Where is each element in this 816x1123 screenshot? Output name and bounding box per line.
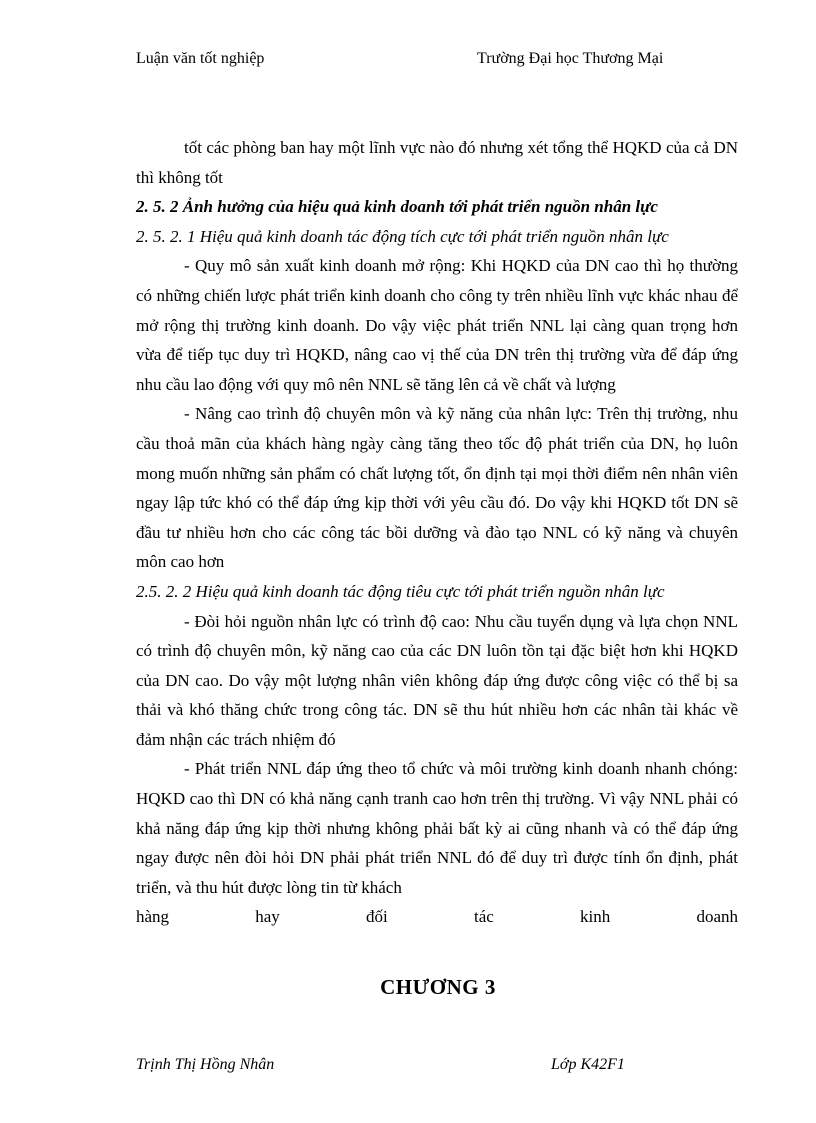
chapter-title: CHƯƠNG 3 bbox=[380, 975, 496, 999]
paragraph-high-qualification: - Đòi hỏi nguồn nhân lực có trình độ cao: Nhu cầu tuyển dụng và lựa chọn NNL có trình độ chuyên môn, kỹ năng cao của các DN luôn tồn tại đặc biệt hơn khi HQKD của DN cao. Do vậy một lượng nhân viên không đáp ứng được công việc có thể bị sa thải và khó thăng chức trong công tác. DN sẽ thu hút nhiều hơn các nhân tài khác về đảm nhận các trách nhiệm đó bbox=[136, 611, 738, 749]
paragraph-improve-skills: - Nâng cao trình độ chuyên môn và kỹ năng của nhân lực: Trên thị trường, nhu cầu thoả mãn của khách hàng ngày càng tăng theo tốc độ phát triển của DN, họ luôn mong muốn những sản phẩm có chất lượng tốt, ổn định tại mọi thời điểm nên nhân viên ngay lập tức khó có thể đáp ứng kịp thời với yêu cầu đó. Do vậy khi HQKD tốt DN sẽ đầu tư nhiều hơn cho các công tác bồi dưỡng và đào tạo NNL có kỹ năng và chuyên môn cao hơn bbox=[136, 404, 738, 572]
header-thesis-label: Luận văn tốt nghiệp bbox=[136, 50, 265, 67]
paragraph-last-line: hàng hay đối tác kinh doanh bbox=[136, 907, 738, 927]
paragraph-hr-development: - Phát triển NNL đáp ứng theo tổ chức và môi trường kinh doanh nhanh chóng: HQKD cao thì DN có khả năng cạnh tranh cao hơn trên thị trường. Vì vậy NNL phải có khả năng đáp ứng kịp thời nhưng không phải bất kỳ ai cũng nhanh và có thể đáp ứng ngay được nên đòi hỏi DN phải phát triển NNL đó để duy trì được tính ổn định, phát triển, và thu hút được lòng tin từ khách bbox=[136, 759, 738, 897]
subsection-heading-2-5-2-1: 2. 5. 2. 1 Hiệu quả kinh doanh tác động tích cực tới phát triển nguồn nhân lực bbox=[136, 226, 669, 246]
footer-class-code: Lớp K42F1 bbox=[551, 1056, 625, 1073]
paragraph-business-scale: - Quy mô sản xuất kinh doanh mở rộng: Khi HQKD của DN cao thì họ thường có những chiến lược phát triển kinh doanh cho công ty trên nhiều lĩnh vực khác nhau để mở rộng thị trường kinh doanh. Do vậy việc phát triển NNL lại càng quan trọng hơn vừa để tiếp tục duy trì HQKD, nâng cao vị thế của DN trên thị trường vừa để đáp ứng nhu cầu lao động với quy mô nên NNL sẽ tăng lên cả về chất và lượng bbox=[136, 256, 738, 394]
subsection-heading-2-5-2-2: 2.5. 2. 2 Hiệu quả kinh doanh tác động tiêu cực tới phát triển nguồn nhân lực bbox=[136, 581, 665, 601]
paragraph-continuation: tốt các phòng ban hay một lĩnh vực nào đó nhưng xét tổng thể HQKD của cả DN thì không tốt bbox=[136, 138, 738, 187]
header-university-name: Trường Đại học Thương Mại bbox=[477, 50, 664, 67]
section-heading-2-5-2: 2. 5. 2 Ảnh hưởng của hiệu quả kinh doanh tới phát triển nguồn nhân lực bbox=[136, 197, 658, 217]
footer-author-name: Trịnh Thị Hồng Nhân bbox=[136, 1056, 275, 1073]
document-body bbox=[136, 133, 738, 932]
